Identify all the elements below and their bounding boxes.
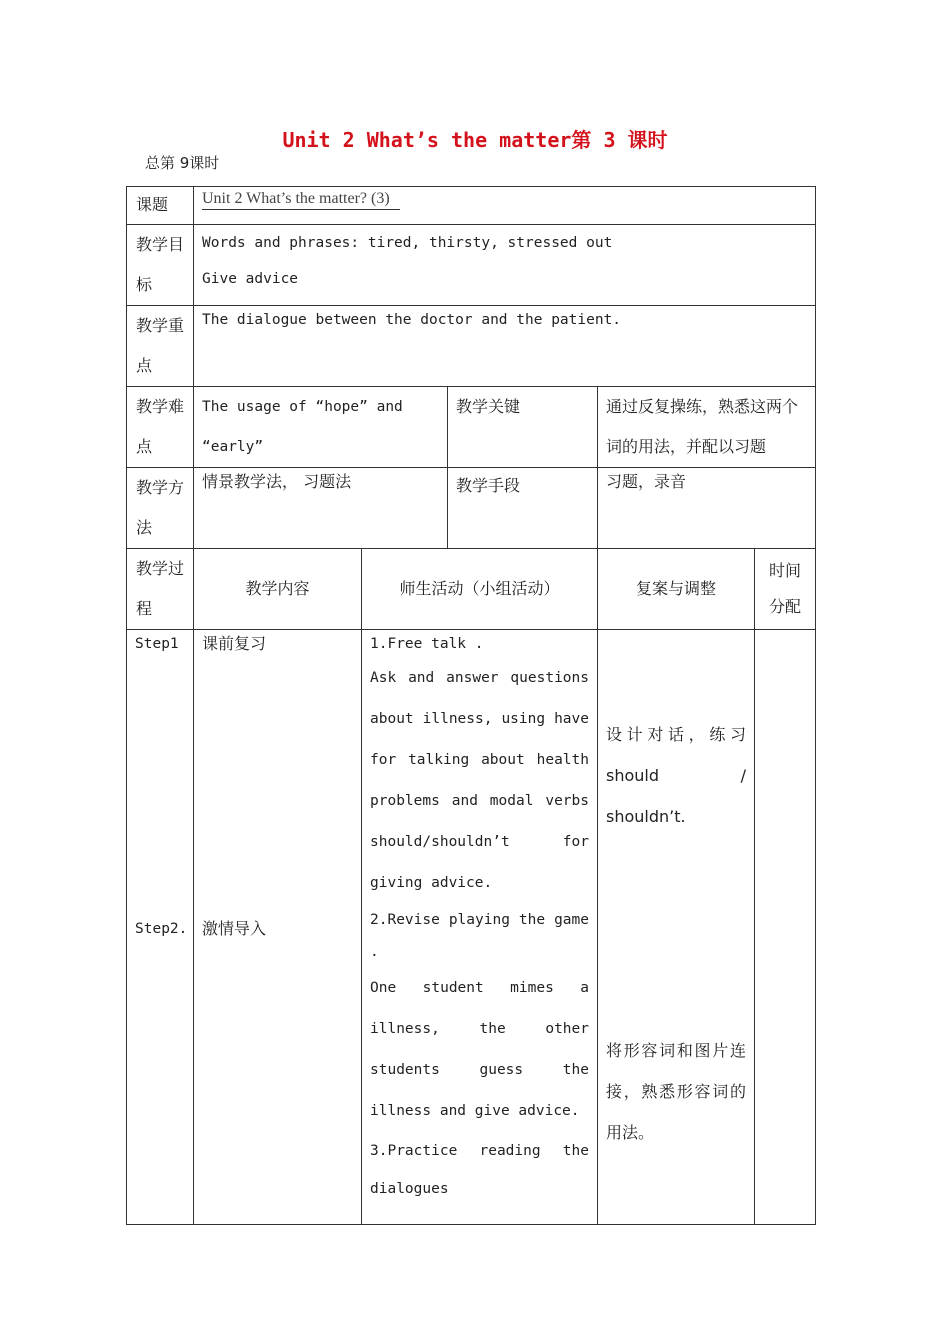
lesson-plan-table bbox=[126, 186, 816, 1225]
adjust-note-1: 设计对话，练习 should / shouldn’t. bbox=[606, 725, 746, 826]
content-header: 教学内容 bbox=[194, 549, 362, 630]
topic-label: 课题 bbox=[127, 187, 194, 225]
row-steps bbox=[127, 630, 816, 1225]
means-label: 教学手段 bbox=[448, 468, 598, 549]
step-1-label: Step1 bbox=[135, 636, 179, 652]
goal-label: 教学目标 bbox=[127, 225, 194, 306]
topic-value: Unit 2 What’s the matter? (3) bbox=[202, 189, 400, 210]
activity-1-body: Ask and answer questions about illness, using have for talking about health problems and modal verbs should/shouldn’t for giving advice. bbox=[370, 670, 589, 891]
row-difficult bbox=[127, 387, 816, 468]
key-point-label: 教学关键 bbox=[448, 387, 598, 468]
key-label: 教学重点 bbox=[127, 306, 194, 387]
row-topic bbox=[127, 187, 816, 225]
row-header bbox=[127, 549, 816, 630]
process-header: 教学过程 bbox=[127, 549, 194, 630]
step-1-content: 课前复习 bbox=[202, 634, 267, 653]
adjust-header: 复案与调整 bbox=[598, 549, 755, 630]
row-goal bbox=[127, 225, 816, 306]
time-header: 时间分配 bbox=[755, 549, 816, 630]
lesson-count: 总第 9课时 bbox=[145, 154, 220, 172]
goal-line-1: Words and phrases: tired, thirsty, stressed out bbox=[202, 235, 613, 251]
key-point-value: 通过反复操练，熟悉这两个词的用法，并配以习题 bbox=[598, 387, 816, 468]
row-method bbox=[127, 468, 816, 549]
difficult-value: The usage of “hope” and “early” bbox=[194, 387, 448, 468]
goal-line-2: Give advice bbox=[202, 271, 299, 287]
adjust-note-2: 将形容词和图片连接，熟悉形容词的用法。 bbox=[606, 1041, 746, 1142]
step-2-content: 激情导入 bbox=[202, 919, 267, 938]
activity-3-title: 3.Practice reading the dialogues bbox=[370, 1143, 589, 1197]
means-value: 习题，录音 bbox=[598, 468, 816, 549]
key-value: The dialogue between the doctor and the patient. bbox=[194, 306, 816, 387]
method-label: 教学方法 bbox=[127, 468, 194, 549]
activity-2-title: 2.Revise playing the game . bbox=[370, 912, 589, 960]
step-2-label: Step2. bbox=[135, 921, 188, 937]
activity-header: 师生活动（小组活动） bbox=[362, 549, 598, 630]
document-title: Unit 2 What’s the matter第 3 课时 bbox=[282, 128, 668, 152]
activity-1-title: 1.Free talk . bbox=[370, 636, 484, 652]
difficult-label: 教学难点 bbox=[127, 387, 194, 468]
row-key bbox=[127, 306, 816, 387]
time-cell bbox=[755, 630, 816, 1225]
activity-2-body: One student mimes a illness, the other students guess the illness and give advice. bbox=[370, 980, 589, 1119]
method-value: 情景教学法， 习题法 bbox=[194, 468, 448, 549]
